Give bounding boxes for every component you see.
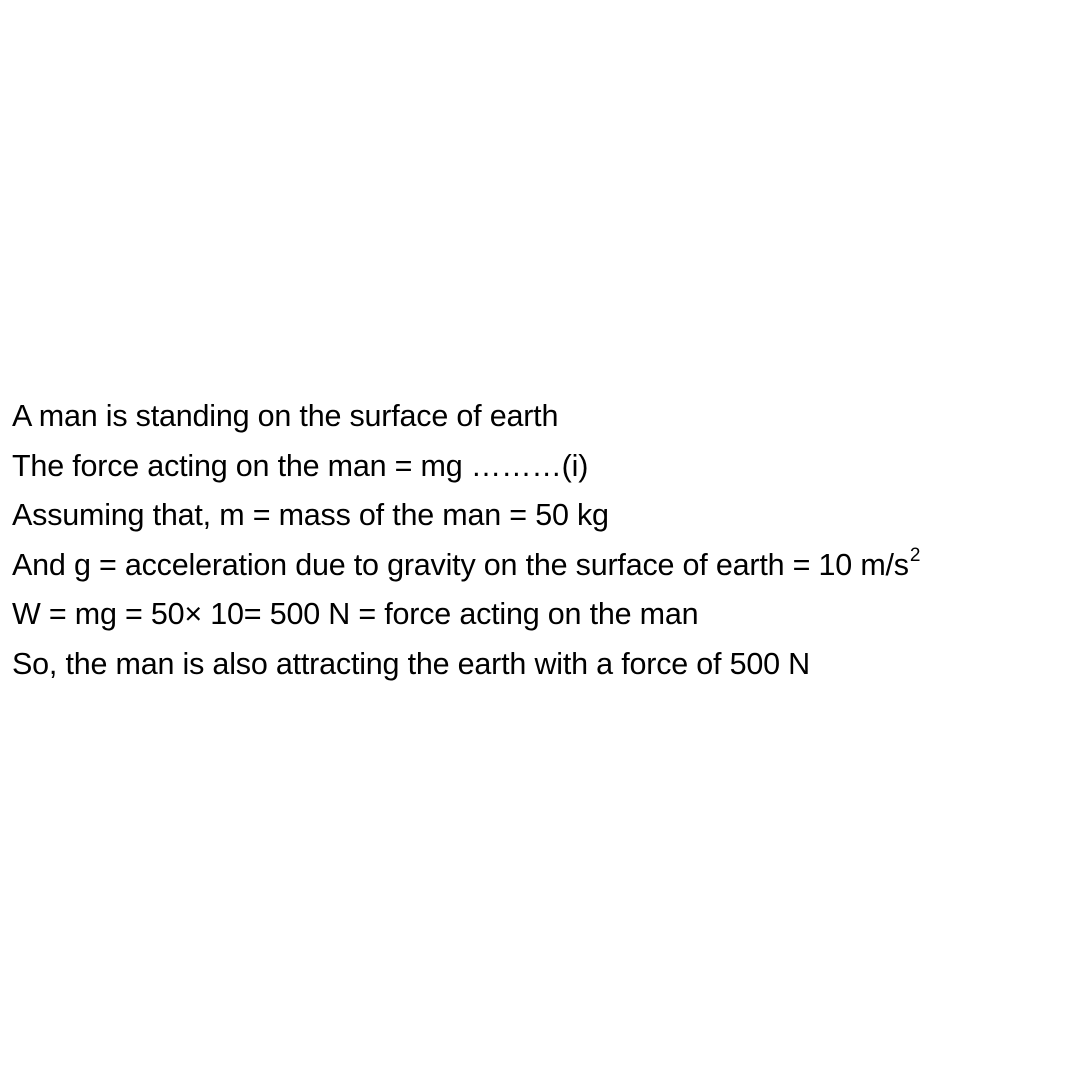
solution-text (12, 392, 1076, 689)
text-line-4-body: And g = acceleration due to gravity on the surface of earth = 10 m/s (12, 547, 909, 582)
text-line-5: W = mg = 50× 10= 500 N = force acting on the man (12, 597, 699, 631)
text-line-3: Assuming that, m = mass of the man = 50 kg (12, 498, 609, 532)
text-line-4 (12, 541, 1076, 591)
text-line-1: A man is standing on the surface of earth (12, 399, 559, 433)
exponent-superscript: 2 (909, 544, 921, 566)
text-line-2: The force acting on the man = mg ………(i) (12, 448, 589, 483)
text-line-6: So, the man is also attracting the earth with a force of 500 N (12, 646, 810, 681)
